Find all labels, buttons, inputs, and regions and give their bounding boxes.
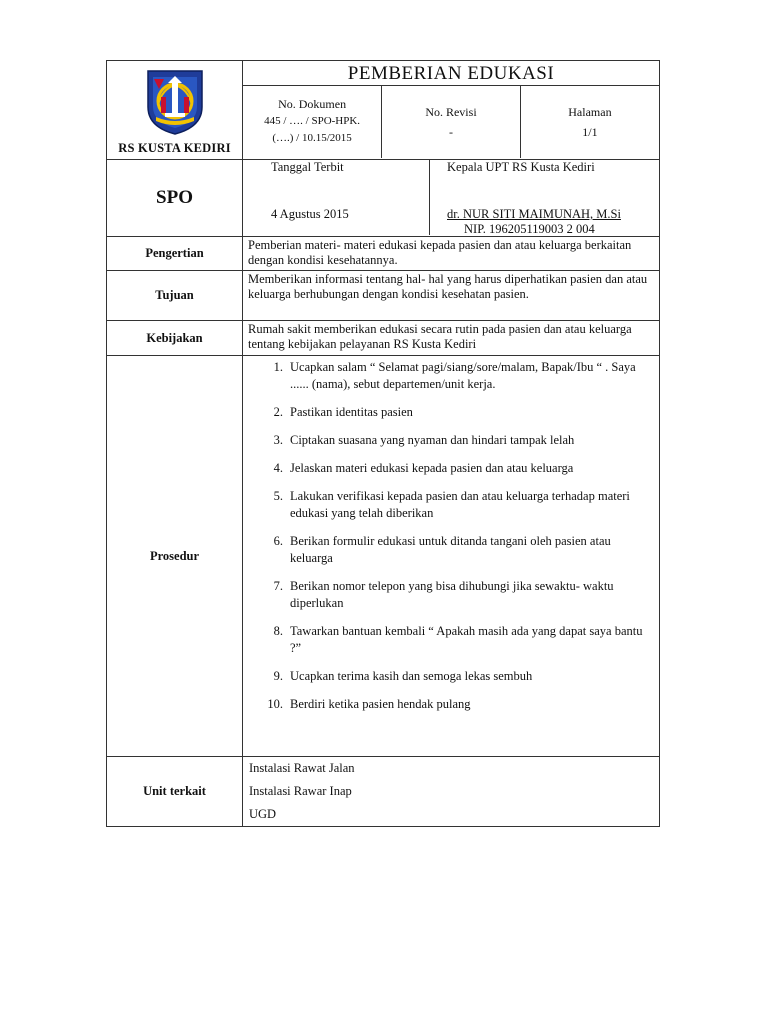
unit-item: UGD — [249, 807, 277, 821]
doc-number-line1: 445 / …. / SPO-HPK. — [264, 115, 361, 127]
approval-cell — [430, 160, 660, 235]
prosedur-step: 9. Ucapkan terima kasih dan semoga lekas sembuh — [273, 669, 533, 683]
kebijakan-text: Rumah sakit memberikan edukasi secara rutin pada pasien dan atau keluarga tentang kebijakan pelayanan RS Kusta Kediri — [243, 321, 660, 356]
doc-number-label: No. Dokumen — [278, 97, 347, 111]
doc-number-cell — [243, 86, 382, 158]
prosedur-step: 3. Ciptakan suasana yang nyaman dan hindari tampak lelah — [273, 433, 575, 447]
issue-cell — [243, 160, 430, 235]
tujuan-text: Memberikan informasi tentang hal- hal yang harus diperhatikan pasien dan atau keluarga berhubungan dengan kondisi kesehatan pasien. — [243, 271, 660, 321]
head-title: Kepala UPT RS Kusta Kediri — [447, 160, 595, 174]
header-inner — [243, 61, 659, 158]
prosedur-step: 1. Ucapkan salam “ Selamat pagi/siang/sore/malam, Bapak/Ibu “ . Saya ...... (nama), sebut departemen/unit kerja. — [273, 360, 636, 391]
prosedur-step: 2. Pastikan identitas pasien — [273, 405, 413, 419]
east-java-emblem-icon — [144, 67, 206, 137]
unit-item: Instalasi Rawat Jalan — [249, 761, 355, 775]
pengertian-label: Pengertian — [107, 237, 243, 271]
spo-document — [106, 60, 659, 827]
prosedur-label: Prosedur — [107, 356, 243, 757]
unit-item: Instalasi Rawar Inap — [249, 784, 352, 798]
unit-terkait-list — [243, 757, 660, 827]
document-title: PEMBERIAN EDUKASI — [243, 61, 659, 86]
issue-date: 4 Agustus 2015 — [271, 207, 349, 221]
head-nip: NIP. 196205119003 2 004 — [464, 222, 595, 236]
prosedur-step: 8. Tawarkan bantuan kembali “ Apakah masih ada yang dapat saya bantu ?” — [273, 624, 643, 655]
revision-value: - — [448, 125, 453, 139]
tujuan-label: Tujuan — [107, 271, 243, 321]
revision-cell — [382, 86, 521, 158]
page-label: Halaman — [568, 105, 612, 119]
unit-terkait-label: Unit terkait — [107, 757, 243, 827]
kebijakan-label: Kebijakan — [107, 321, 243, 356]
page-value: 1/1 — [582, 125, 598, 139]
prosedur-step: 10. Berdiri ketika pasien hendak pulang — [267, 697, 471, 711]
prosedur-step: 4. Jelaskan materi edukasi kepada pasien dan atau keluarga — [273, 461, 574, 475]
spo-label: SPO — [107, 160, 243, 237]
institution-name: RS KUSTA KEDIRI — [118, 141, 231, 155]
spo-table — [106, 60, 660, 827]
pengertian-text: Pemberian materi- materi edukasi kepada pasien dan atau keluarga berkaitan dengan kondisi kesehatannya. — [243, 237, 660, 271]
logo-cell — [107, 61, 243, 160]
prosedur-step: 6. Berikan formulir edukasi untuk ditanda tangani oleh pasien atau keluarga — [273, 534, 611, 565]
prosedur-step: 5. Lakukan verifikasi kepada pasien dan atau keluarga terhadap materi edukasi yang telah diberikan — [273, 489, 630, 520]
page-cell — [520, 86, 659, 158]
head-name: dr. NUR SITI MAIMUNAH, M.Si — [447, 207, 621, 221]
prosedur-step: 7. Berikan nomor telepon yang bisa dihubungi jika sewaktu- waktu diperlukan — [273, 579, 614, 610]
doc-number-line2: (….) / 10.15/2015 — [272, 132, 352, 144]
issue-label: Tanggal Terbit — [271, 160, 344, 174]
prosedur-list — [243, 357, 659, 713]
revision-label: No. Revisi — [425, 105, 477, 119]
